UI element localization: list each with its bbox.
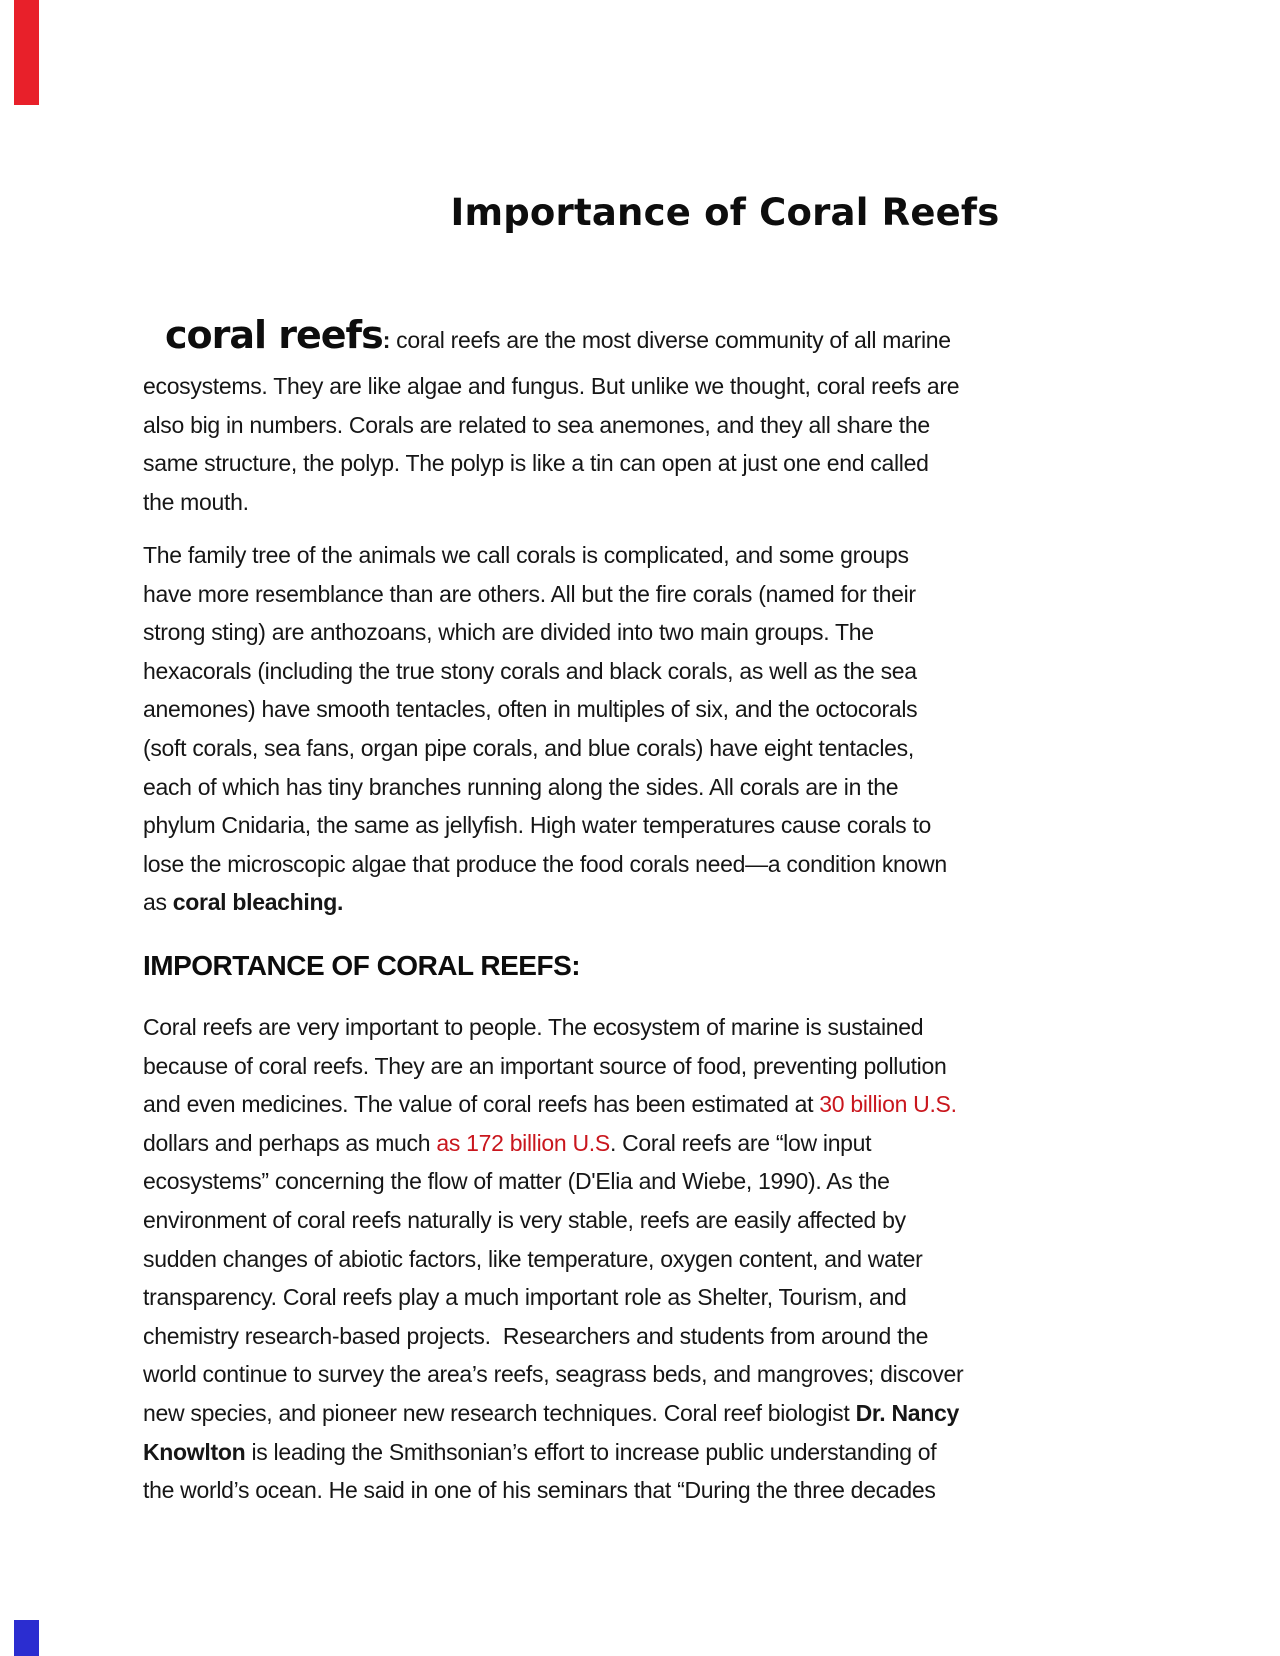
text-line — [143, 483, 1143, 522]
text-line — [143, 652, 1143, 691]
text-line — [143, 883, 1143, 922]
coral-family-paragraph — [143, 536, 1143, 922]
text-segment: new species, and pioneer new research techniques. Coral reef biologist — [143, 1399, 856, 1426]
text-line — [143, 1317, 1143, 1356]
text-segment-lead: coral reefs — [165, 313, 383, 357]
text-segment: same structure, the polyp. The polyp is like a tin can open at just one end called — [143, 450, 929, 477]
section-heading: IMPORTANCE OF CORAL REEFS: — [143, 950, 581, 981]
text-segment: world continue to survey the area’s reefs, seagrass beds, and mangroves; discover — [143, 1361, 964, 1388]
text-segment: environment of coral reefs naturally is very stable, reefs are easily affected by — [143, 1206, 906, 1233]
text-segment: anemones) have smooth tentacles, often in multiples of six, and the octocorals — [143, 696, 918, 723]
text-segment: hexacorals (including the true stony corals and black corals, as well as the sea — [143, 657, 917, 684]
text-line — [143, 1433, 1143, 1472]
text-segment: have more resemblance than are others. All but the fire corals (named for their — [143, 580, 916, 607]
text-line — [143, 845, 1143, 884]
text-line — [143, 729, 1143, 768]
text-segment: because of coral reefs. They are an important source of food, preventing pollution — [143, 1052, 947, 1079]
text-line — [143, 1162, 1143, 1201]
text-line — [143, 768, 1143, 807]
text-line — [143, 1008, 1143, 1047]
text-segment: phylum Cnidaria, the same as jellyfish. High water temperatures cause corals to — [143, 812, 932, 839]
text-segment: (soft corals, sea fans, organ pipe corals, and blue corals) have eight tentacles, — [143, 734, 914, 761]
importance-paragraph — [143, 1008, 1143, 1510]
text-segment: The family tree of the animals we call corals is complicated, and some groups — [143, 542, 909, 568]
text-segment: also big in numbers. Corals are related to sea anemones, and they all share the — [143, 411, 930, 438]
document-title: Importance of Coral Reefs — [450, 191, 1000, 234]
text-segment: and even medicines. The value of coral reefs has been estimated at — [143, 1091, 820, 1118]
text-segment-bold: : — [382, 327, 397, 353]
text-segment: is leading the Smithsonian’s effort to increase public understanding of — [245, 1438, 937, 1465]
text-line — [143, 406, 1143, 445]
text-segment: as — [143, 889, 173, 916]
text-line — [143, 1471, 1143, 1510]
text-line — [143, 308, 1143, 367]
text-segment-red: as 172 billion U.S — [436, 1129, 610, 1156]
text-segment: ecosystems. They are like algae and fungus. But unlike we thought, coral reefs are — [143, 373, 960, 399]
text-line — [143, 1240, 1143, 1279]
text-line — [143, 1085, 1143, 1124]
text-line — [143, 575, 1143, 614]
intro-paragraph — [143, 308, 1143, 521]
text-segment-bold: Dr. Nancy — [855, 1399, 959, 1426]
text-line — [143, 367, 1143, 406]
text-line — [143, 1047, 1143, 1086]
text-segment: Coral reefs are very important to people. The ecosystem of marine is sustained — [143, 1014, 924, 1040]
text-segment: . Coral reefs are “low input — [609, 1129, 872, 1156]
text-segment-red: 30 billion U.S. — [819, 1091, 957, 1118]
text-segment: coral reefs are the most diverse community of all marine — [396, 327, 951, 353]
text-segment-bold: coral bleaching. — [172, 889, 344, 916]
page-edge-marker-red — [14, 0, 39, 105]
text-segment: ecosystems” concerning the flow of matter (D'Elia and Wiebe, 1990). As the — [143, 1168, 890, 1195]
text-segment: sudden changes of abiotic factors, like temperature, oxygen content, and water — [143, 1245, 923, 1272]
text-segment: transparency. Coral reefs play a much important role as Shelter, Tourism, and — [143, 1284, 907, 1311]
text-line — [143, 444, 1143, 483]
text-line — [143, 690, 1143, 729]
text-line — [143, 1201, 1143, 1240]
text-line — [143, 1124, 1143, 1163]
text-segment: dollars and perhaps as much — [143, 1129, 437, 1156]
text-segment: the mouth. — [143, 488, 249, 515]
text-segment: each of which has tiny branches running along the sides. All corals are in the — [143, 773, 899, 800]
text-segment: the world’s ocean. He said in one of his seminars that “During the three decades — [143, 1477, 936, 1504]
text-line — [143, 1355, 1143, 1394]
text-line — [143, 1278, 1143, 1317]
text-segment: chemistry research-based projects. Researchers and students from around the — [143, 1322, 929, 1349]
text-line — [143, 806, 1143, 845]
text-segment-bold: Knowlton — [143, 1438, 246, 1465]
text-segment: strong sting) are anthozoans, which are divided into two main groups. The — [143, 619, 874, 646]
text-line — [143, 613, 1143, 652]
text-segment: lose the microscopic algae that produce the food corals need—a condition known — [143, 850, 947, 877]
text-line — [143, 1394, 1143, 1433]
page-edge-marker-blue — [14, 1620, 39, 1656]
text-line — [143, 536, 1143, 575]
